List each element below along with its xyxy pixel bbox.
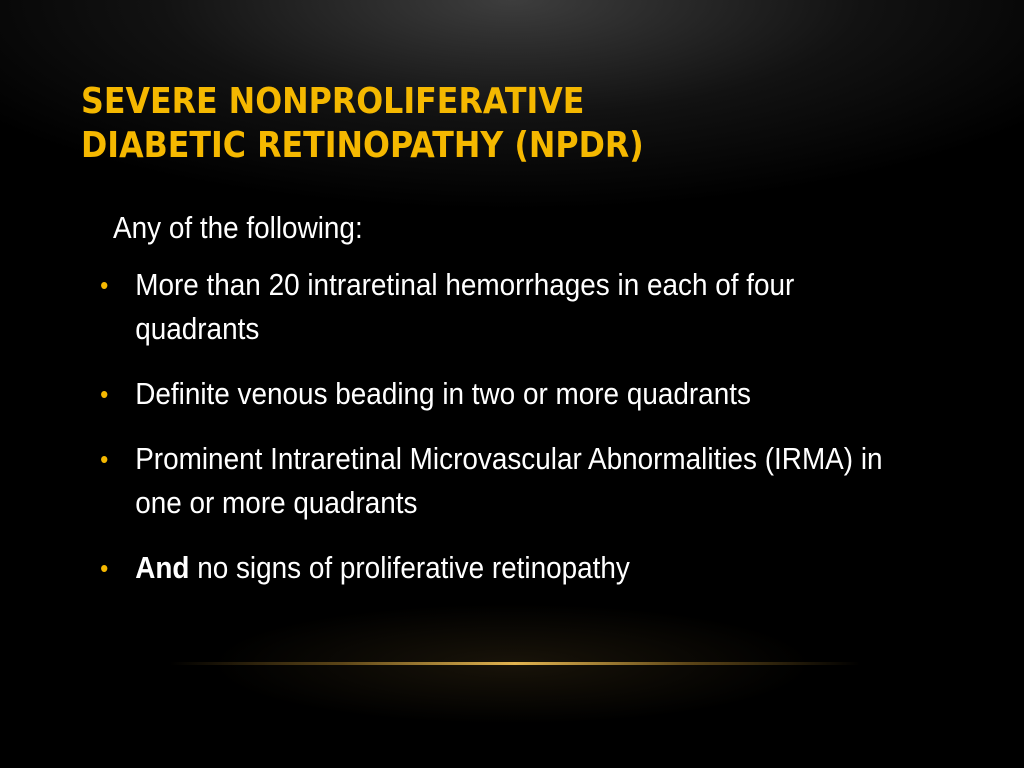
intro-text: Any of the following: [113, 210, 363, 245]
slide-title-line-1: SEVERE NONPROLIFERATIVE [81, 81, 585, 122]
bullet-text: no signs of proliferative retinopathy [189, 550, 630, 585]
bullet-icon: • [100, 553, 109, 583]
bullet-icon: • [100, 379, 109, 409]
bullet-text: Definite venous beading in two or more quadrants [135, 376, 751, 411]
bullet-item-irma [92, 437, 884, 525]
bullet-text: Prominent Intraretinal Microvascular Abnormalities (IRMA) in one or more quadrants [135, 441, 883, 520]
bullet-text: More than 20 intraretinal hemorrhages in each of four quadrants [135, 267, 795, 346]
slide-title-line-2: DIABETIC RETINOPATHY (NPDR) [81, 125, 644, 166]
bullet-list [92, 263, 884, 611]
bullet-item-venous-beading [92, 372, 884, 416]
slide-title [81, 80, 855, 168]
bullet-bold-text: And [135, 550, 190, 585]
gold-divider-line [170, 662, 860, 665]
bullet-item-hemorrhages [92, 263, 884, 351]
bullet-item-no-proliferative [92, 546, 884, 590]
bullet-icon: • [100, 444, 109, 474]
bullet-icon: • [100, 270, 109, 300]
